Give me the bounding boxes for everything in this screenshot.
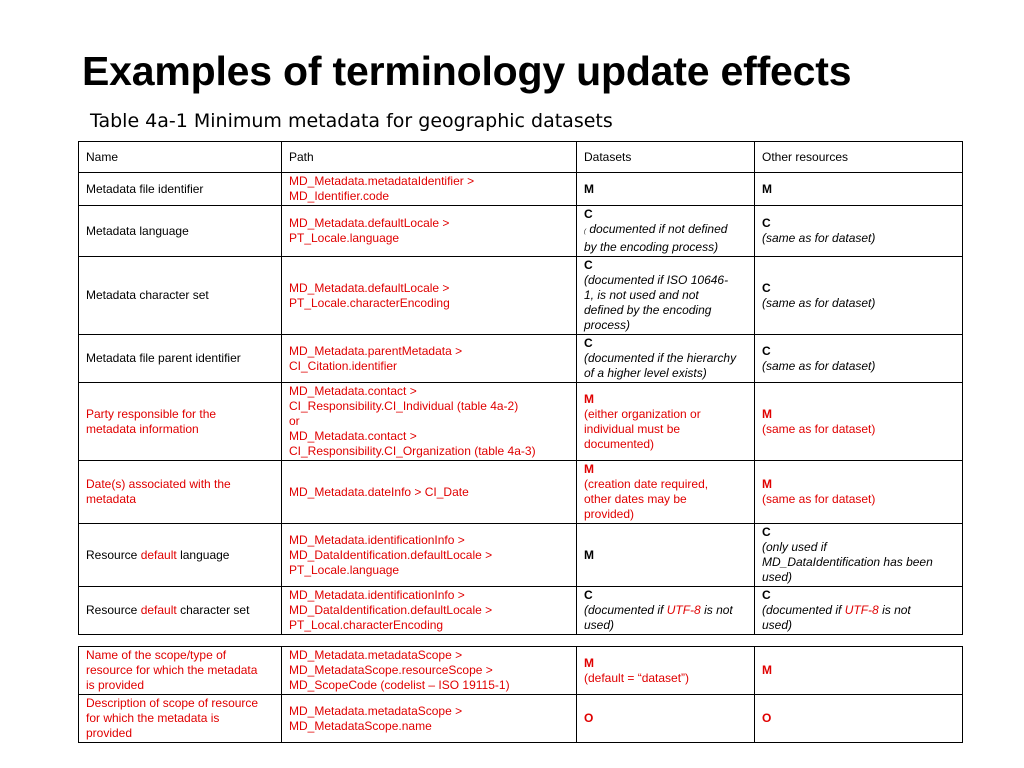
header-path: Path: [282, 142, 577, 173]
row-other-resources: O: [755, 695, 963, 743]
row-name: Name of the scope/type of resource for which the metadata is provided: [79, 647, 282, 695]
row-path: MD_Metadata.dateInfo > CI_Date: [282, 461, 577, 524]
row-path: MD_Metadata.defaultLocale > PT_Locale.language: [282, 206, 577, 257]
header-name: Name: [79, 142, 282, 173]
table-row: [79, 206, 963, 257]
row-path: MD_Metadata.contact > CI_Responsibility.CI_Individual (table 4a-2) or MD_Metadata.contact > CI_Responsibility.CI_Organization (table 4a-3): [282, 383, 577, 461]
metadata-table-main: [78, 141, 963, 524]
row-path: MD_Metadata.metadataIdentifier > MD_Identifier.code: [282, 173, 577, 206]
table-row: [79, 695, 963, 743]
row-name: Resource default character set: [79, 587, 282, 635]
row-datasets: C (documented if UTF-8 is not used): [577, 587, 755, 635]
table-row: [79, 383, 963, 461]
metadata-table-resource: [78, 523, 963, 635]
row-path: MD_Metadata.defaultLocale > PT_Locale.characterEncoding: [282, 257, 577, 335]
table-row: [79, 647, 963, 695]
row-path: MD_Metadata.metadataScope > MD_MetadataScope.resourceScope > MD_ScopeCode (codelist – ISO 19115-1): [282, 647, 577, 695]
row-name: Resource default language: [79, 524, 282, 587]
row-other-resources: C (same as for dataset): [755, 335, 963, 383]
row-path: MD_Metadata.identificationInfo > MD_DataIdentification.defaultLocale > PT_Locale.language: [282, 524, 577, 587]
row-other-resources: M: [755, 647, 963, 695]
row-name: Metadata file parent identifier: [79, 335, 282, 383]
row-name: Date(s) associated with the metadata: [79, 461, 282, 524]
row-other-resources: M: [755, 173, 963, 206]
row-name: Description of scope of resource for which the metadata is provided: [79, 695, 282, 743]
row-other-resources: C (documented if UTF-8 is not used): [755, 587, 963, 635]
row-name: Metadata character set: [79, 257, 282, 335]
row-name: Metadata language: [79, 206, 282, 257]
row-datasets: M: [577, 173, 755, 206]
row-datasets: O: [577, 695, 755, 743]
table-caption: Table 4a-1 Minimum metadata for geographic datasets: [90, 110, 613, 132]
table-row: [79, 257, 963, 335]
page-title: Examples of terminology update effects: [82, 48, 852, 94]
table-header-row: [79, 142, 963, 173]
row-other-resources: C (same as for dataset): [755, 206, 963, 257]
table-row: [79, 587, 963, 635]
header-other-resources: Other resources: [755, 142, 963, 173]
row-other-resources: M (same as for dataset): [755, 383, 963, 461]
row-other-resources: C (same as for dataset): [755, 257, 963, 335]
row-other-resources: M (same as for dataset): [755, 461, 963, 524]
header-datasets: Datasets: [577, 142, 755, 173]
row-datasets: M (default = “dataset”): [577, 647, 755, 695]
metadata-table-scope: [78, 646, 963, 743]
row-path: MD_Metadata.identificationInfo > MD_DataIdentification.defaultLocale > PT_Local.characterEncoding: [282, 587, 577, 635]
row-datasets: M (creation date required, other dates may be provided): [577, 461, 755, 524]
row-datasets: C ( documented if not defined by the encoding process): [577, 206, 755, 257]
row-datasets: M: [577, 524, 755, 587]
row-other-resources: C (only used if MD_DataIdentification has been used): [755, 524, 963, 587]
row-name: Metadata file identifier: [79, 173, 282, 206]
row-datasets: M (either organization or individual must be documented): [577, 383, 755, 461]
row-datasets: C (documented if ISO 10646- 1, is not used and not defined by the encoding process): [577, 257, 755, 335]
row-datasets: C (documented if the hierarchy of a higher level exists): [577, 335, 755, 383]
row-path: MD_Metadata.metadataScope > MD_MetadataScope.name: [282, 695, 577, 743]
table-row: [79, 524, 963, 587]
table-row: [79, 461, 963, 524]
row-path: MD_Metadata.parentMetadata > CI_Citation.identifier: [282, 335, 577, 383]
table-row: [79, 173, 963, 206]
table-row: [79, 335, 963, 383]
row-name: Party responsible for the metadata information: [79, 383, 282, 461]
